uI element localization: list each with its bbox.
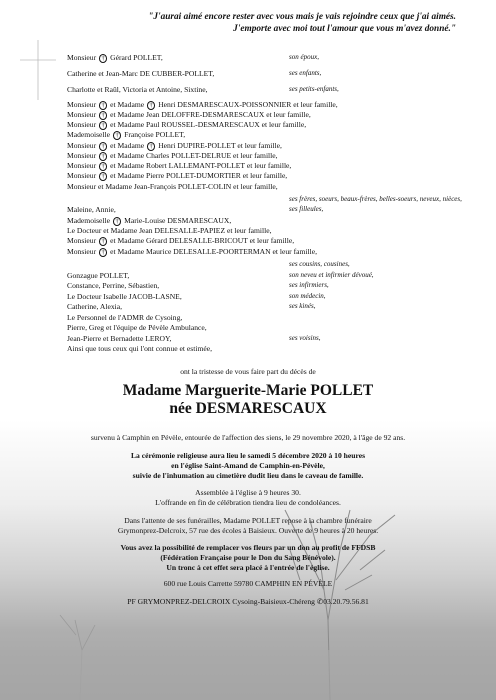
deceased-mark-icon: † — [99, 162, 107, 171]
deceased-name: Madame Marguerite-Marie POLLET — [122, 382, 374, 399]
deceased-mark-icon: † — [99, 248, 107, 257]
family-member-row — [67, 69, 214, 79]
family-name: et Madame Pierre POLLET-DUMORTIER et leur famille, — [110, 171, 288, 180]
family-member-row — [67, 171, 287, 181]
family-name: et Madame Maurice DELESALLE-POORTERMAN et leur famille, — [110, 247, 318, 256]
assembly-line-1: Assemblée à l'église à 9 heures 30. — [195, 488, 301, 497]
family-member-row — [67, 216, 231, 226]
deceased-mark-icon: † — [99, 54, 107, 63]
family-name: et Madame — [110, 141, 145, 150]
family-name: Ainsi que tous ceux qui l'ont connue et estimée, — [67, 344, 212, 353]
family-member-row — [67, 334, 171, 344]
deceased-mark-icon: † — [99, 152, 107, 161]
family-member-row — [67, 323, 207, 333]
deceased-mark-icon: † — [147, 142, 155, 151]
family-member-row — [67, 100, 338, 110]
relationship-label: ses filleules, — [289, 205, 324, 213]
family-member-row — [67, 110, 311, 120]
family-member-row — [67, 53, 163, 63]
family-title: Monsieur — [67, 110, 97, 119]
family-title: Monsieur — [67, 182, 97, 191]
family-member-row — [67, 161, 291, 171]
deceased-mark-icon: † — [99, 172, 107, 181]
assembly-line-2: L'offrande en fin de célébration tiendra lieu de condoléances. — [155, 498, 341, 507]
family-title: Monsieur — [67, 100, 97, 109]
death-info: survenu à Camphin en Pévèle, entourée de l'affection des siens, le 29 novembre 2020, à l'âge de 92 ans. — [90, 433, 406, 442]
ceremony-line-1: La cérémonie religieuse aura lieu le samedi 5 décembre 2020 à 10 heures — [130, 451, 366, 460]
donation-line-3: Un tronc à cet effet sera placé à l'entrée de l'église. — [166, 563, 330, 572]
relationship-label: ses petits-enfants, — [289, 85, 339, 93]
deceased-mark-icon: † — [99, 111, 107, 120]
deceased-mark-icon: † — [99, 142, 107, 151]
family-name: Pierre, Greg et l'équipe de Pévèle Ambulance, — [67, 323, 207, 332]
family-member-row — [67, 205, 116, 215]
family-title: Monsieur — [67, 151, 97, 160]
relationship-label: ses voisins, — [289, 334, 321, 342]
donation-line-2: (Fédération Française pour le Don du Sang Bénévole). — [160, 553, 336, 562]
deceased-mark-icon: † — [113, 131, 121, 140]
family-title: Monsieur — [67, 120, 97, 129]
family-name: Gonzague POLLET, — [67, 271, 130, 280]
deceased-mark-icon: † — [99, 237, 107, 246]
family-name: Le Docteur et Madame Jean DELESALLE-PAPIEZ et leur famille, — [67, 226, 272, 235]
cross-icon — [18, 40, 58, 100]
family-name: Constance, Perrine, Sébastien, — [67, 281, 160, 290]
family-name: Françoise POLLET, — [124, 130, 186, 139]
family-name: et Madame — [110, 100, 145, 109]
family-title: Monsieur — [67, 161, 97, 170]
relationship-label: ses infirmiers, — [289, 281, 329, 289]
family-member-row — [67, 313, 182, 323]
family-name: Charlotte et Raûl, Victoria et Antoine, Sixtine, — [67, 85, 208, 94]
family-title: Mademoiselle — [67, 130, 111, 139]
family-member-row — [67, 271, 129, 281]
funeral-home-line-1: Dans l'attente de ses funérailles, Madame POLLET repose à la chambre funéraire — [124, 516, 372, 525]
relationship-label: son neveu et infirmier dévoué, — [289, 271, 374, 279]
donation-line-1: Vous avez la possibilité de remplacer vos fleurs par un don au profit de FFDSB — [120, 543, 376, 552]
relationship-label: ses frères, soeurs, beaux-frères, belles-soeurs, neveux, nièces, — [289, 195, 462, 203]
family-name: Le Docteur Isabelle JACOB-LASNE, — [67, 292, 182, 301]
family-name: et Madame Paul ROUSSEL-DESMARESCAUX et leur famille, — [110, 120, 307, 129]
family-name: Henri DESMARESCAUX-POISSONNIER et leur famille, — [158, 100, 338, 109]
family-title: Monsieur — [67, 53, 97, 62]
quote-line-1: "J'aurai aimé encore rester avec vous mais je vais rejoindre ceux que j'ai aimés. — [148, 12, 456, 22]
family-name: et Madame Robert LALLEMANT-POLLET et leur famille, — [110, 161, 292, 170]
funeral-director-footer: PF GRYMONPREZ-DELCROIX Cysoing-Baisieux-Chéreng ✆03.20.79.56.81 — [127, 597, 369, 606]
family-member-row — [67, 344, 212, 354]
address-line: 600 rue Louis Carrette 59780 CAMPHIN EN PÉVÈLE — [163, 579, 333, 588]
family-member-row — [67, 120, 306, 130]
quote-line-2: J'emporte avec moi tout l'amour que vous m'avez donné." — [233, 24, 456, 34]
relationship-label: son médecin, — [289, 292, 326, 300]
family-member-row — [67, 151, 278, 161]
family-name: Catherine, Alexia, — [67, 302, 123, 311]
family-name: Jean-Pierre et Bernadette LEROY, — [67, 334, 172, 343]
family-name: Maleine, Annie, — [67, 205, 116, 214]
deceased-maiden-name: née DESMARESCAUX — [169, 400, 327, 417]
family-title: Monsieur — [67, 236, 97, 245]
ceremony-line-2: en l'église Saint-Amand de Camphin-en-Pévèle, — [171, 461, 325, 470]
deceased-mark-icon: † — [113, 217, 121, 226]
family-name: Catherine et Jean-Marc DE CUBBER-POLLET, — [67, 69, 215, 78]
relationship-label: ses cousins, cousines, — [289, 260, 350, 268]
family-member-row — [67, 292, 182, 302]
family-member-row — [67, 281, 159, 291]
family-member-row — [67, 302, 122, 312]
family-name: et Madame Jean DELOFFRE-DESMARESCAUX et leur famille, — [110, 110, 311, 119]
family-member-row — [67, 226, 271, 236]
family-member-row — [67, 247, 317, 257]
relationship-label: son époux, — [289, 53, 319, 61]
family-member-row — [67, 182, 278, 192]
family-title: Mademoiselle — [67, 216, 111, 225]
family-member-row — [67, 130, 185, 140]
family-name: Le Personnel de l'ADMR de Cysoing, — [67, 313, 183, 322]
announce-text: ont la tristesse de vous faire part du décès de — [180, 367, 316, 376]
relationship-label: ses kinés, — [289, 302, 316, 310]
family-name: et Madame Jean-François POLLET-COLIN et leur famille, — [98, 182, 278, 191]
family-title: Monsieur — [67, 171, 97, 180]
deceased-mark-icon: † — [99, 121, 107, 130]
funeral-home-line-2: Grymonprez-Delcroix, 57 rue des écoles à Baisieux. Ouverte de 9 heures à 20 heures. — [117, 526, 379, 535]
relationship-label: ses enfants, — [289, 69, 322, 77]
family-title: Monsieur — [67, 247, 97, 256]
family-name: et Madame Charles POLLET-DELRUE et leur famille, — [110, 151, 278, 160]
deceased-mark-icon: † — [99, 101, 107, 110]
family-name: Marie-Louise DESMARESCAUX, — [124, 216, 232, 225]
ceremony-line-3: suivie de l'inhumation au cimetière dudit lieu dans le caveau de famille. — [132, 471, 364, 480]
family-name: Henri DUPIRE-POLLET et leur famille, — [158, 141, 282, 150]
family-member-row — [67, 236, 294, 246]
family-member-row — [67, 141, 282, 151]
family-title: Monsieur — [67, 141, 97, 150]
family-member-row — [67, 85, 208, 95]
family-name: et Madame Gérard DELESALLE-BRICOUT et leur famille, — [110, 236, 295, 245]
family-name: Gérard POLLET, — [110, 53, 163, 62]
deceased-mark-icon: † — [147, 101, 155, 110]
